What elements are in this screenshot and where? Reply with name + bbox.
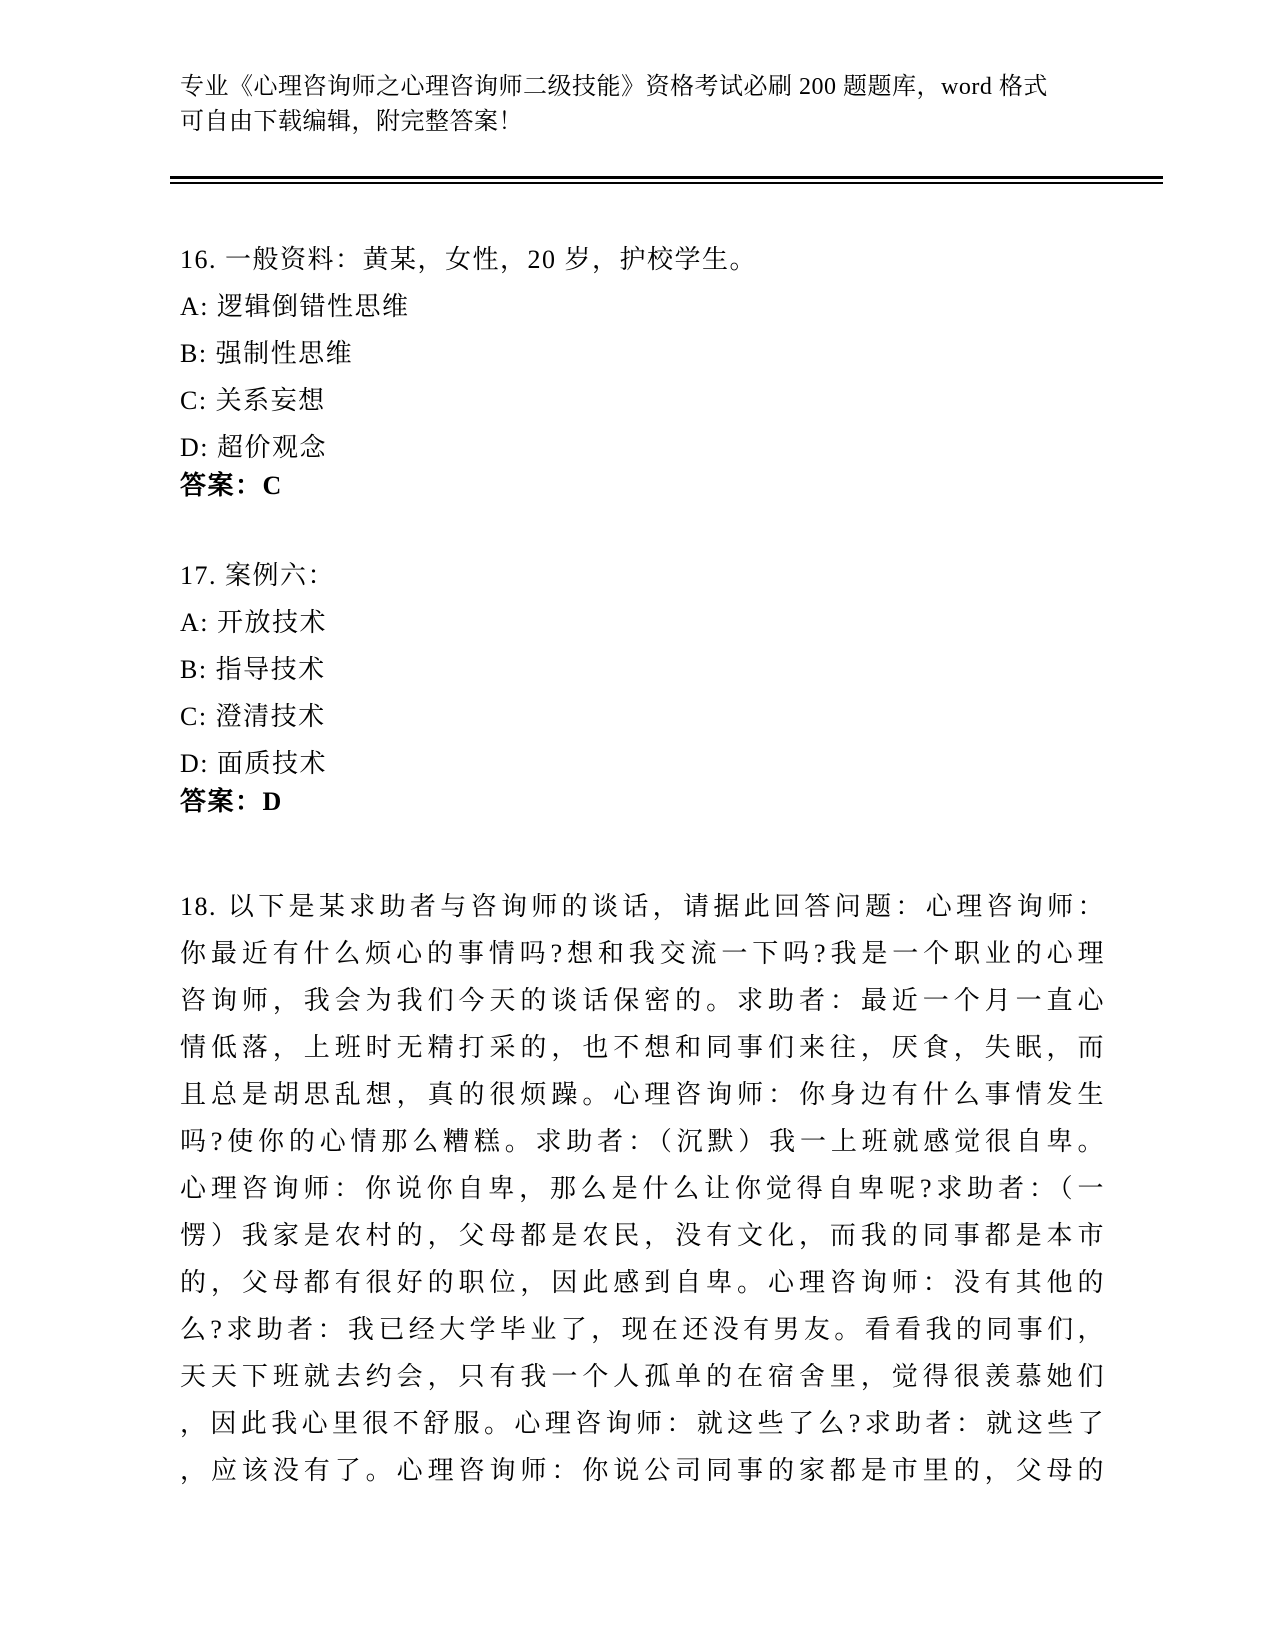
question-17-option-c: C: 澄清技术 — [180, 702, 326, 731]
question-16-option-c: C: 关系妄想 — [180, 386, 326, 415]
question-18-line: 你最近有什么烦心的事情吗?想和我交流一下吗?我是一个职业的心理 — [180, 939, 1105, 968]
question-16-option-d: D: 超价观念 — [180, 433, 328, 462]
question-18-line: 愣）我家是农村的，父母都是农民，没有文化，而我的同事都是本市 — [180, 1221, 1105, 1250]
question-16-answer: 答案：C — [180, 471, 283, 500]
question-16 — [180, 236, 1105, 509]
question-18-line: 天天下班就去约会，只有我一个人孤单的在宿舍里，觉得很羡慕她们 — [180, 1362, 1105, 1391]
page-header-note — [180, 70, 1175, 140]
question-18-line: 吗?使你的心情那么糟糕。求助者：（沉默）我一上班就感觉很自卑。 — [180, 1127, 1105, 1156]
question-17 — [180, 552, 1105, 825]
question-18-line: ，因此我心里很不舒服。心理咨询师：就这些了么?求助者：就这些了 — [180, 1409, 1105, 1438]
header-divider-rule — [170, 176, 1163, 184]
question-18-line: 么?求助者：我已经大学毕业了，现在还没有男友。看看我的同事们， — [180, 1315, 1105, 1344]
question-18-line: ，应该没有了。心理咨询师：你说公司同事的家都是市里的，父母的 — [180, 1456, 1105, 1485]
question-16-stem: 16. 一般资料：黄某，女性，20 岁，护校学生。 — [180, 245, 758, 274]
question-17-option-a: A: 开放技术 — [180, 608, 328, 637]
question-18-line: 的，父母都有很好的职位，因此感到自卑。心理咨询师：没有其他的 — [180, 1268, 1105, 1297]
question-18-line: 咨询师，我会为我们今天的谈话保密的。求助者：最近一个月一直心 — [180, 986, 1105, 1015]
question-17-answer: 答案：D — [180, 787, 283, 816]
header-note-line-1: 专业《心理咨询师之心理咨询师二级技能》资格考试必刷 200 题题库，word 格式 — [180, 74, 1048, 100]
question-18 — [180, 883, 1105, 1494]
question-18-line: 心理咨询师：你说你自卑，那么是什么让你觉得自卑呢?求助者：（一 — [180, 1174, 1105, 1203]
question-16-option-b: B: 强制性思维 — [180, 339, 354, 368]
question-18-line: 18. 以下是某求助者与咨询师的谈话，请据此回答问题：心理咨询师： — [180, 892, 1105, 921]
question-17-option-b: B: 指导技术 — [180, 655, 326, 684]
question-18-line: 且总是胡思乱想，真的很烦躁。心理咨询师：你身边有什么事情发生 — [180, 1080, 1105, 1109]
document-body — [180, 236, 1105, 1494]
question-17-stem: 17. 案例六： — [180, 561, 336, 590]
question-18-line: 情低落，上班时无精打采的，也不想和同事们来往，厌食，失眠，而 — [180, 1033, 1105, 1062]
question-16-option-a: A: 逻辑倒错性思维 — [180, 292, 410, 321]
question-17-option-d: D: 面质技术 — [180, 749, 328, 778]
header-note-line-2: 可自由下载编辑，附完整答案！ — [180, 109, 523, 135]
